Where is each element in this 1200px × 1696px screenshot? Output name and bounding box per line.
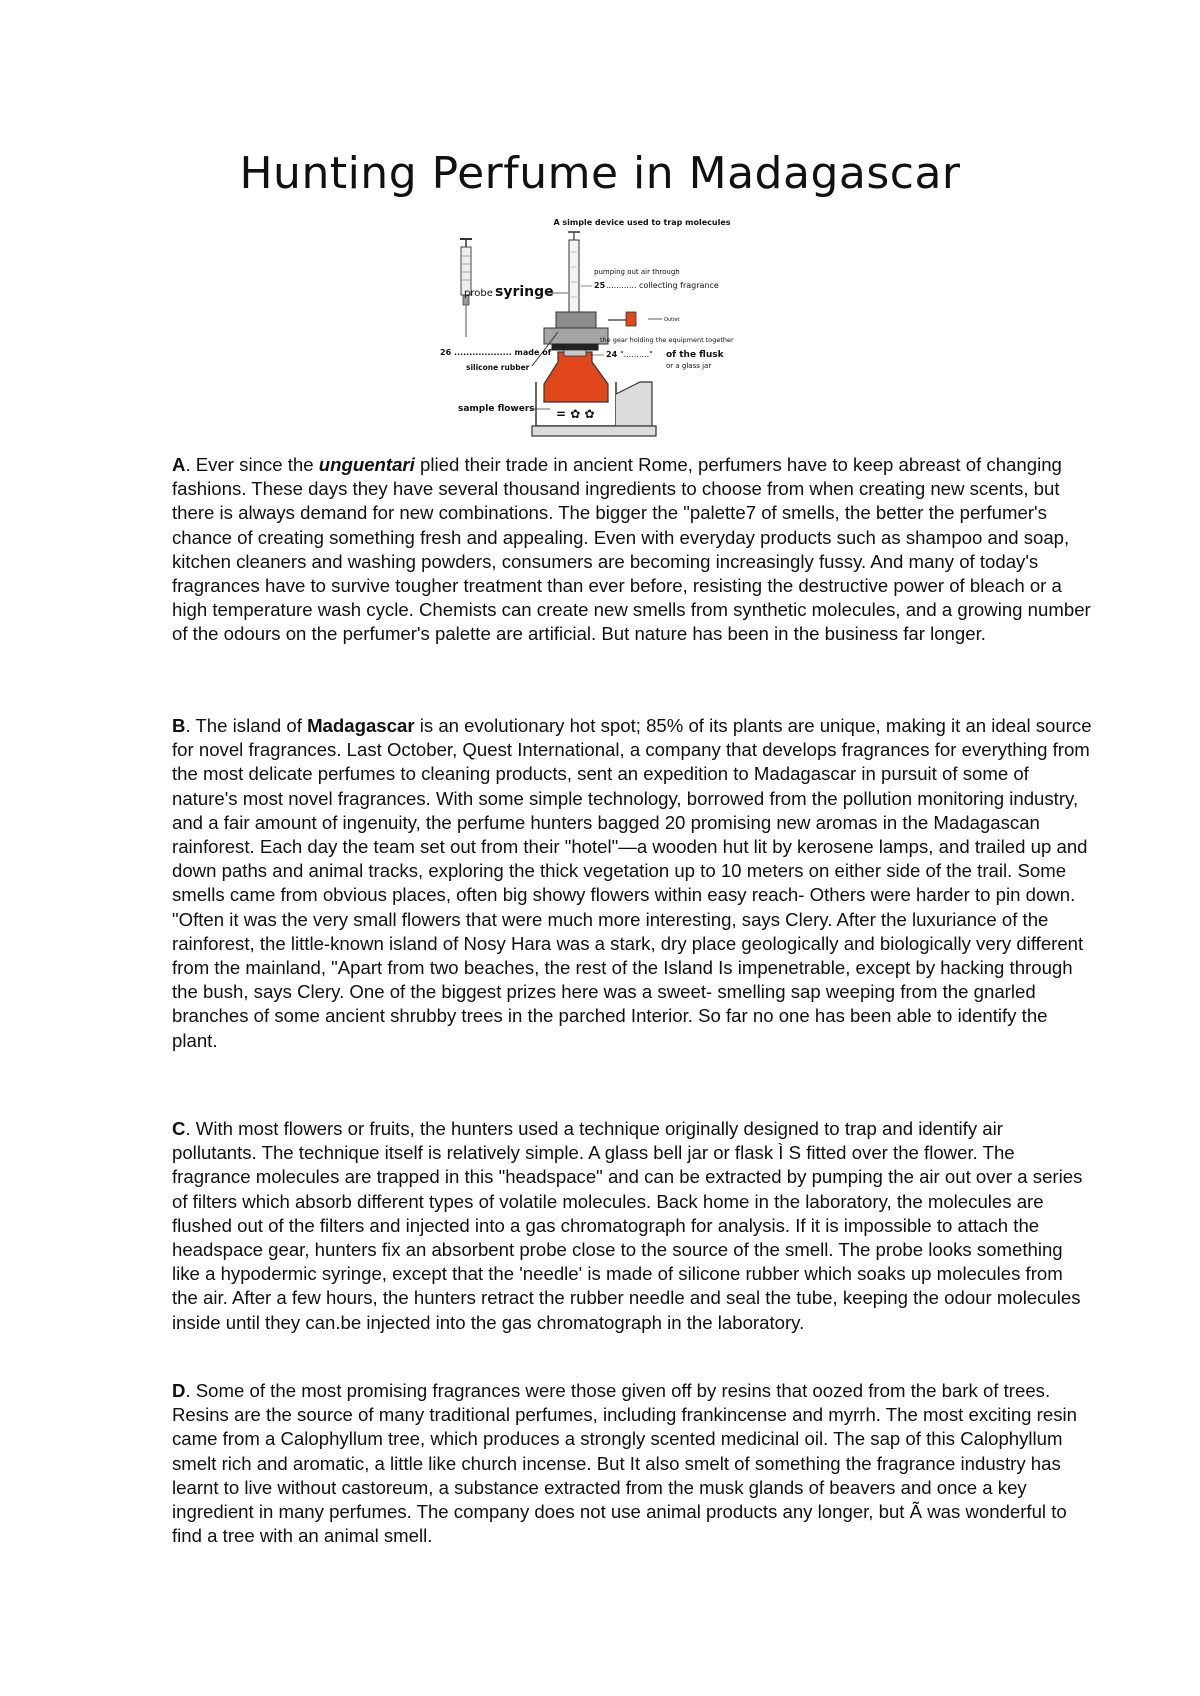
paragraph-letter: A [172,454,186,475]
flusk-num: 24 [606,350,618,359]
gear-label: the gear holding the equipment together [600,336,734,344]
made-of-label: ................... made of [454,348,552,357]
gear-assembly [544,312,680,350]
paragraph-text: is an evolutionary hot spot; 85% of its plants are unique, making it an ideal source for novel fragrances. Last October, Quest International, a company that develops fragrances for everything from the most delicate perfumes to cleaning products, sent an expedition to Madagascar in pursuit of some of nature's most novel fragrances. With some simple technology, borrowed from the pollution monitoring industry, and a fair amount of ingenuity, the perfume hunters bagged 20 promising new aromas in the Madagascan rainforest. Each day the team set out from their "hotel"—a wooden hut lit by kerosene lamps, and trailed up and down paths and animal tracks, exploring the thick vegetation up to 10 meters on either side of the trail. Some smells came from obvious places, often big showy flowers within easy reach- Others were harder to pin down. "Often it was the very small flowers that were much more interesting, says Clery. After the luxuriance of the rainforest, the little-known island of Nosy Hara was a stark, dry place geologically and biologically very different from the mainland, "Apart from two beaches, the rest of the Island Is impenetrable, except by hacking through the bush, says Clery. One of the biggest prizes here was a sweet- smelling sap weeping from the gnarled branches of some ancient shrubby trees in the parched Interior. So far no one has been able to identify the plant. [172,715,1092,1051]
trap-device-svg [440,212,810,458]
paragraph-text: . Ever since the [185,454,319,475]
flusk-blank: ".........." [620,350,653,359]
paragraph-text: plied their trade in ancient Rome, perfumers have to keep abreast of changing fashions. These days they have several thousand ingredients to choose from when creating new scents, but there is always demand for new combinations. The bigger the "palette7 of smells, the better the perfumer's chance of creating something fresh and appealing. Even with everyday products such as shampoo and soap, kitchen cleaners and washing powders, consumers are becoming increasingly fussy. And many of today's fragrances have to survive tougher treatment than ever before, resisting the destructive power of bleach or a high temperature wash cycle. Chemists can create new smells from synthetic molecules, and a growing number of the odours on the perfumer's palette are artificial. But nature has been in the business far longer. [172,454,1091,645]
paragraph-d [172,1379,1092,1548]
paragraph-letter: D [172,1380,186,1401]
trap-device-diagram [440,212,810,458]
paragraph-letter: B [172,715,186,736]
paragraph-text: . Some of the most promising fragrances were those given off by resins that oozed from the bark of trees. Resins are the source of many traditional perfumes, including frankincense and myrrh. The most exciting resin came from a Calophyllum tree, which produces a strongly scented medicinal oil. The sap of this Calophyllum smelt rich and aromatic, a little like church incense. But It also smelt of something the fragrance industry has learnt to live without castoreum, a substance extracted from the musk glands of beavers and once a key ingredient in many perfumes. The company does not use animal products any longer, but Ã was wonderful to find a tree with an animal smell. [172,1380,1077,1547]
silicone-label: silicone rubber [466,363,530,372]
paragraph-text: . The island of [185,715,308,736]
page-title: Hunting Perfume in Madagascar [239,148,961,199]
paragraph-c [172,1117,1092,1335]
pumping-label: pumping out air through [594,268,680,276]
probe-label: probe [464,288,493,299]
svg-text:= ✿ ✿: = ✿ ✿ [556,407,595,421]
paragraph-a [172,453,1092,647]
collecting-num: 25 [594,281,606,290]
central-syringe [568,232,580,325]
figure-caption: A simple device used to trap molecules [553,218,731,227]
flusk-label: of the flusk [666,350,724,360]
outlet-label: Outlet [664,317,680,323]
glass-jar-label: or a glass jar [666,362,712,370]
sample-flowers-label: sample flowers [458,404,535,414]
paragraph-letter: C [172,1118,186,1139]
flask [544,350,608,402]
collecting-label: ............ collecting fragrance [606,281,719,290]
paragraph-b [172,714,1092,1053]
paragraph-text: . With most flowers or fruits, the hunters used a technique originally designed to trap and identify air pollutants. The technique itself is relatively simple. A glass bell jar or flask Ì S fitted over the flower. The fragrance molecules are trapped in this "headspace" and can be extracted by pumping the air out over a series of filters which absorb different types of volatile molecules. Back home in the laboratory, the molecules are flushed out of the filters and injected into a gas chromatograph for analysis. If it is impossible to attach the headspace gear, hunters fix an absorbent probe close to the source of the smell. The probe looks something like a hypodermic syringe, except that the 'needle' is made of silicone rubber which soaks up molecules from the air. After a few hours, the hunters retract the rubber needle and seal the tube, keeping the odour molecules inside until they can.be injected into the gas chromatograph in the laboratory. [172,1118,1083,1333]
syringe-label: syringe [495,284,554,300]
term-unguentari: unguentari [318,454,415,475]
term-madagascar: Madagascar [307,715,415,736]
made-num: 26 [440,348,452,357]
